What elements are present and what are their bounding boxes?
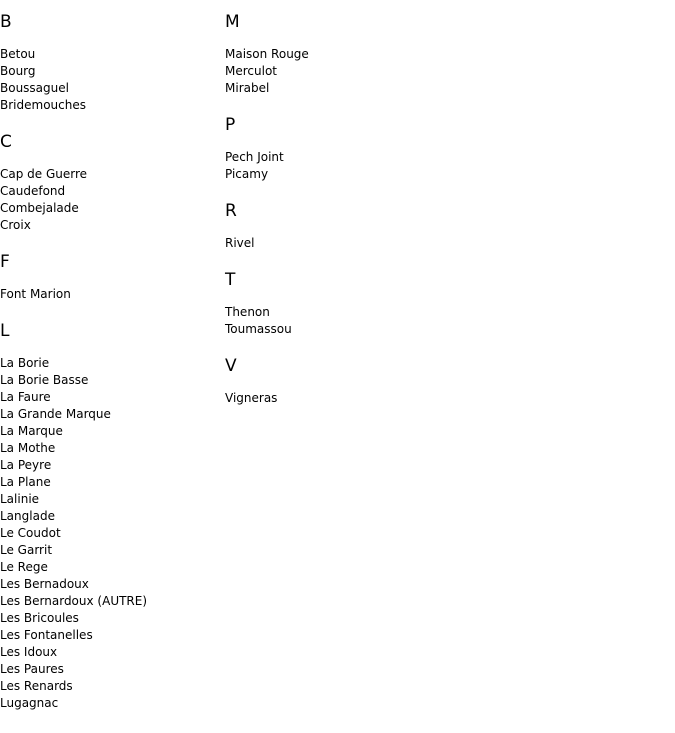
place-list [225, 390, 450, 407]
letter-heading: P [225, 115, 236, 135]
place-list [225, 46, 450, 97]
place-link[interactable]: Vigneras [225, 391, 278, 405]
place-link[interactable]: La Mothe [0, 441, 56, 455]
place-link[interactable]: Font Marion [0, 287, 71, 301]
place-link[interactable]: La Borie [0, 356, 50, 370]
letter-group-m [225, 12, 450, 97]
letter-heading: B [0, 12, 12, 32]
place-link[interactable]: La Peyre [0, 458, 52, 472]
index-column-left [0, 0, 225, 712]
letter-heading: R [225, 201, 237, 221]
letter-group-r [225, 201, 450, 252]
index-column-right [225, 0, 450, 407]
place-link[interactable]: Betou [0, 47, 36, 61]
place-link[interactable]: La Borie Basse [0, 373, 89, 387]
letter-group-t [225, 270, 450, 338]
place-link[interactable]: Les Bricoules [0, 611, 79, 625]
letter-heading: C [0, 132, 12, 152]
place-link[interactable]: Picamy [225, 167, 269, 181]
place-link[interactable]: Rivel [225, 236, 255, 250]
place-list [0, 166, 225, 234]
place-link[interactable]: Les Fontanelles [0, 628, 93, 642]
place-link[interactable]: Lalinie [0, 492, 40, 506]
place-link[interactable]: Thenon [225, 305, 270, 319]
place-link[interactable]: Pech Joint [225, 150, 284, 164]
place-link[interactable]: Les Bernardoux (AUTRE) [0, 594, 148, 608]
letter-heading: M [225, 12, 240, 32]
letter-group-v [225, 356, 450, 407]
place-link[interactable]: Le Garrit [0, 543, 53, 557]
place-list [0, 355, 225, 712]
letter-heading: L [0, 321, 10, 341]
place-link[interactable]: Boussaguel [0, 81, 69, 95]
place-link[interactable]: Combejalade [0, 201, 79, 215]
place-link[interactable]: Les Renards [0, 679, 73, 693]
place-link[interactable]: Les Idoux [0, 645, 58, 659]
place-link[interactable]: Les Paures [0, 662, 64, 676]
place-link[interactable]: La Marque [0, 424, 63, 438]
place-list [0, 46, 225, 114]
place-link[interactable]: La Plane [0, 475, 51, 489]
place-link[interactable]: La Faure [0, 390, 51, 404]
letter-heading: F [0, 252, 10, 272]
place-link[interactable]: Langlade [0, 509, 55, 523]
place-link[interactable]: Toumassou [225, 322, 292, 336]
letter-group-f [0, 252, 225, 303]
place-list [225, 304, 450, 338]
place-link[interactable]: Le Coudot [0, 526, 61, 540]
place-list [225, 235, 450, 252]
place-link[interactable]: Bridemouches [0, 98, 86, 112]
place-link[interactable]: Lugagnac [0, 696, 59, 710]
place-link[interactable]: La Grande Marque [0, 407, 111, 421]
letter-heading: T [225, 270, 236, 290]
letter-group-c [0, 132, 225, 234]
place-link[interactable]: Merculot [225, 64, 277, 78]
letter-group-l [0, 321, 225, 712]
place-link[interactable]: Les Bernadoux [0, 577, 89, 591]
place-list [225, 149, 450, 183]
place-link[interactable]: Mirabel [225, 81, 270, 95]
place-link[interactable]: Croix [0, 218, 31, 232]
place-link[interactable]: Le Rege [0, 560, 48, 574]
place-link[interactable]: Caudefond [0, 184, 66, 198]
place-link[interactable]: Bourg [0, 64, 36, 78]
place-link[interactable]: Cap de Guerre [0, 167, 88, 181]
place-link[interactable]: Maison Rouge [225, 47, 309, 61]
letter-group-b [0, 12, 225, 114]
letter-heading: V [225, 356, 237, 376]
letter-group-p [225, 115, 450, 183]
place-list [0, 286, 225, 303]
